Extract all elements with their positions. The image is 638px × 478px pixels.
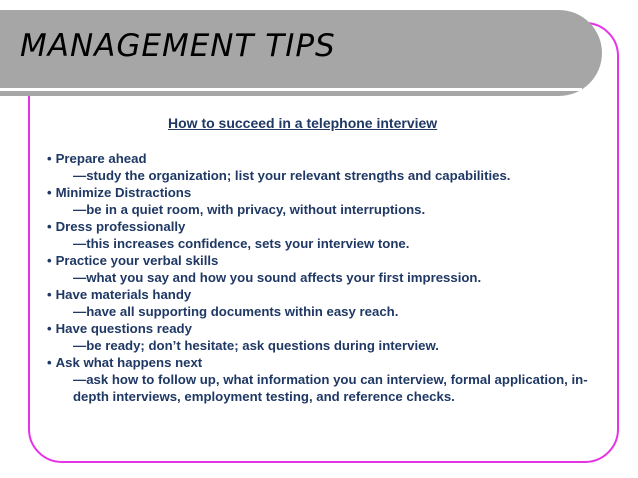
tip-detail: —be in a quiet room, with privacy, without interruptions. — [73, 202, 426, 217]
list-item — [47, 252, 607, 286]
list-item — [47, 150, 607, 184]
tip-detail: —what you say and how you sound affects your first impression. — [73, 270, 482, 285]
tip-detail: —ask how to follow up, what information you can interview, formal application, in-depth interviews, employment testing, and reference checks. — [73, 372, 588, 404]
bullet-icon: • — [47, 219, 52, 234]
tip-heading: Dress professionally — [55, 219, 186, 234]
bullet-icon: • — [47, 287, 52, 302]
bullet-icon: • — [47, 151, 52, 166]
title-underline-rule — [0, 88, 582, 91]
tip-detail: —this increases confidence, sets your interview tone. — [73, 236, 410, 251]
tip-detail: —study the organization; list your relevant strengths and capabilities. — [73, 168, 511, 183]
tip-heading: Have questions ready — [55, 321, 192, 336]
tip-heading: Ask what happens next — [55, 355, 203, 370]
tip-heading: Prepare ahead — [55, 151, 147, 166]
list-item — [47, 320, 607, 354]
bullet-icon: • — [47, 355, 52, 370]
slide-title: MANAGEMENT TIPS — [20, 28, 336, 64]
tip-detail: —have all supporting documents within easy reach. — [73, 304, 399, 319]
tip-heading: Minimize Distractions — [55, 185, 192, 200]
list-item — [47, 354, 607, 405]
tip-detail: —be ready; don’t hesitate; ask questions during interview. — [73, 338, 439, 353]
list-item — [47, 218, 607, 252]
bullet-icon: • — [47, 185, 52, 200]
bullet-icon: • — [47, 253, 52, 268]
tips-list — [47, 150, 607, 405]
tip-heading: Have materials handy — [55, 287, 192, 302]
bullet-icon: • — [47, 321, 52, 336]
list-item — [47, 184, 607, 218]
slide-subtitle: How to succeed in a telephone interview — [168, 115, 438, 131]
tip-heading: Practice your verbal skills — [55, 253, 219, 268]
list-item — [47, 286, 607, 320]
